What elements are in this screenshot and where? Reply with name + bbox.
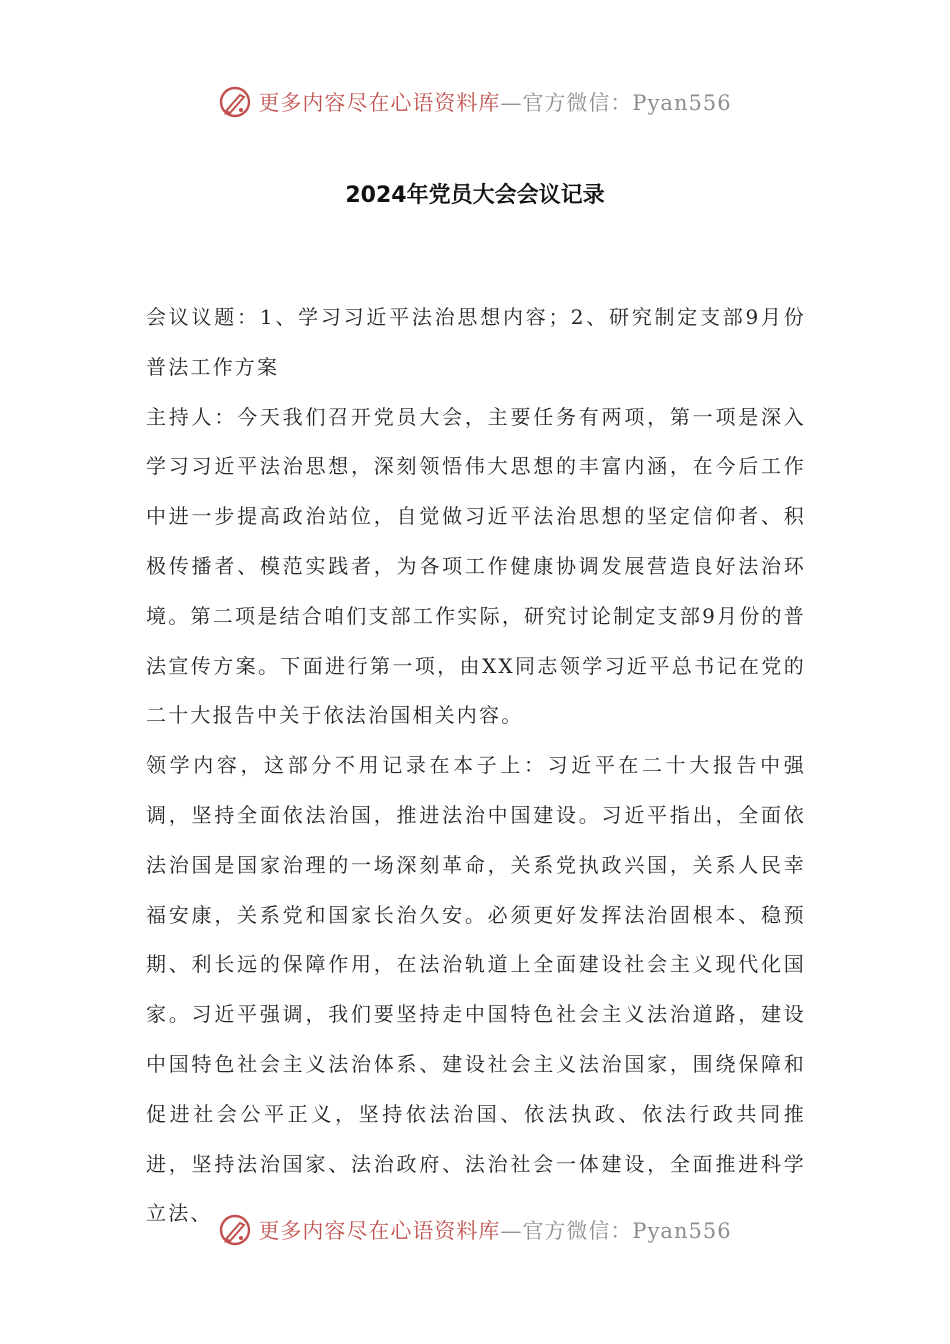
pen-circle-logo-icon [218,85,252,119]
watermark-banner-top [0,82,950,122]
document-title: 2024年党员大会会议记录 [345,183,605,208]
paragraph-host-speech: 主持人：今天我们召开党员大会，主要任务有两项，第一项是深入学习习近平法治思想，深刻领悟伟大思想的丰富内涵，在今后工作中进一步提高政治站位，自觉做习近平法治思想的坚定信仰者、积极传播者、模范实践者，为各项工作健康协调发展营造良好法治环境。第二项是结合咱们支部工作实际，研究讨论制定支部9月份的普法宣传方案。下面进行第一项，由XX同志领学习近平总书记在党的二十大报告中关于依法治国相关内容。 [146,404,806,728]
watermark-text: 更多内容尽在心语资料库—官方微信：Pyan556 [258,1219,732,1243]
document-body [146,293,806,1239]
paragraph-meeting-topic: 会议议题：1、学习习近平法治思想内容；2、研究制定支部9月份普法工作方案 [146,305,806,379]
watermark-banner-bottom [0,1210,950,1250]
pen-circle-logo-icon [218,1213,252,1247]
watermark-text: 更多内容尽在心语资料库—官方微信：Pyan556 [258,91,732,115]
paragraph-study-content: 领学内容，这部分不用记录在本子上：习近平在二十大报告中强调，坚持全面依法治国，推进法治中国建设。习近平指出，全面依法治国是国家治理的一场深刻革命，关系党执政兴国，关系人民幸福安康，关系党和国家长治久安。必须更好发挥法治固根本、稳预期、利长远的保障作用，在法治轨道上全面建设社会主义现代化国家。习近平强调，我们要坚持走中国特色社会主义法治道路，建设中国特色社会主义法治体系、建设社会主义法治国家，围绕保障和促进社会公平正义，坚持依法治国、依法执政、依法行政共同推进，坚持法治国家、法治政府、法治社会一体建设，全面推进科学立法、 [146,753,806,1226]
